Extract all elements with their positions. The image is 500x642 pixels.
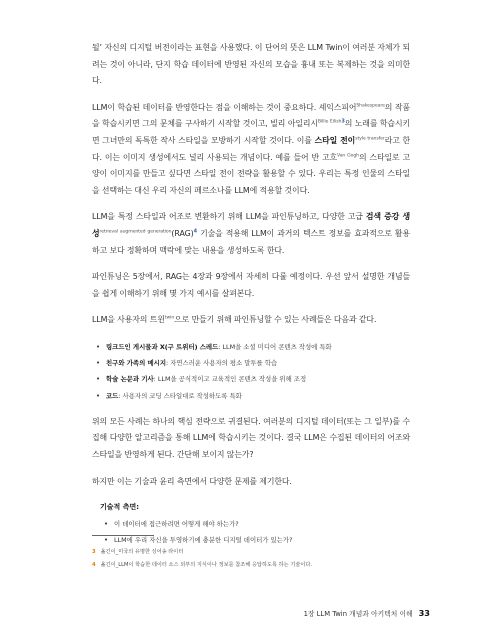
text-run: LLM을 특정 스타일과 어조로 변환하기 위해 LLM을 파인튜닝하고, 다양한 고급	[92, 212, 366, 222]
term-rag: 검색 증강 생성	[92, 212, 410, 238]
superscript-gloss: Shakespeare	[356, 103, 385, 109]
footnote-divider	[92, 535, 154, 536]
paragraph-7: 하지만 이는 기술과 윤리 측면에서 다양한 문제를 제기한다.	[92, 476, 292, 486]
footnote-3	[92, 546, 412, 559]
footnote-number: 4	[92, 562, 96, 569]
list-item	[92, 371, 410, 387]
footnote-number: 3	[92, 549, 96, 555]
superscript-gloss: style transfer	[355, 136, 385, 142]
page-number: 33	[418, 608, 430, 618]
paragraph-2	[92, 100, 410, 200]
paragraph-6: 위의 모든 사례는 하나의 핵심 전략으로 귀결된다. 여러분의 디지털 데이터(또는 그 일부)를 수집해 다양한 알고리즘을 통해 LLM에 학습시키는 것이다. 결국 LLM은 수집된 데이터의 어조와 스타일을 반영하게 된다. 간단해 보이지 않는가?	[92, 416, 410, 459]
list-item	[92, 355, 410, 371]
list-item-text: : 사용자의 코딩 스타일대로 작성하도록 특화	[118, 391, 242, 400]
footnote-ref-3[interactable]: 3	[341, 118, 345, 125]
superscript-gloss: retrieval augmented generation	[99, 229, 172, 235]
technical-aspects-box	[92, 500, 410, 548]
paragraph-4: 파인튜닝은 5장에서, RAG는 4장과 9장에서 자세히 다룰 예정이다. 우선 앞서 설명한 개념들을 쉽게 이해하기 위해 몇 가지 예시를 살펴본다.	[92, 272, 410, 298]
page-footer	[304, 608, 430, 618]
text-run: LLM이 학습된 데이터를 반영한다는 점을 이해하는 것이 중요하다. 셰익스피어	[92, 102, 357, 112]
text-run: (RAG)	[171, 228, 194, 238]
superscript-gloss: Billie Eilish	[317, 119, 342, 125]
footnotes	[92, 546, 412, 572]
text-run: 으로 만들기 위해 파인튜닝할 수 있는 사례들은 다음과 같다.	[174, 315, 377, 325]
footnote-text: 옮긴이_LLM이 학습한 데이터 소스 외부의 지식이나 정보를 참조해 응답하도록 하는 기술이다.	[100, 562, 313, 569]
superscript-gloss: Van Gogh	[337, 152, 359, 158]
list-item	[92, 339, 410, 355]
list-item-text: : LLM을 공식적이고 교육적인 콘텐츠 작성을 위해 조정	[153, 375, 307, 384]
list-item-head: 친구와 가족의 메시지	[106, 359, 167, 368]
footnote-ref-4[interactable]: 4	[193, 228, 197, 235]
paragraph-1: 될’ 자신의 디지털 버전이라는 표현을 사용했다. 이 단어의 뜻은 LLM Twin이 여러분 자체가 되려는 것이 아니라, 단지 학습 데이터에 반영된 자신의 모습을 흉내 또는 복제하는 것을 의미한다.	[92, 43, 410, 86]
technical-aspects-list	[100, 516, 410, 548]
paragraph-5	[92, 312, 410, 329]
list-item-head: 링크드인 게시물과 X(구 트위터) 스레드	[106, 342, 219, 351]
footnote-text: 옮긴이_미국의 유명한 싱어송 라이터	[100, 549, 184, 555]
list-item: • 이 데이터에 접근하려면 어떻게 해야 하는가?	[100, 516, 410, 532]
text-run: 의 작품을 학습시키면 그의 문체를 구사하기 시작할 것이고, 빌리 아일리시	[92, 102, 410, 129]
list-item-head: 코드	[106, 391, 119, 400]
text-run: LLM을 사용자의 트윈	[92, 315, 165, 325]
text-run: 라고 한다. 이는 이미지 생성에서도 널리 사용되는 개념이다. 예를 들어 반 고흐	[92, 135, 411, 162]
footnote-4	[92, 559, 412, 572]
list-item	[92, 388, 410, 404]
text-run: 의 노래를 학습시키면 그녀만의 독특한 작사 스타일을 모방하기 시작할 것이다. 이를	[92, 119, 410, 145]
list-item: • LLM에 우리 자신을 투영하기에 충분한 디지털 데이터가 있는가?	[100, 532, 410, 548]
page-body	[92, 40, 410, 559]
chapter-title: 1장 LLM Twin 개념과 아키텍처 이해	[303, 610, 413, 618]
paragraph-3	[92, 209, 410, 259]
technical-aspects-title: 기술적 측면:	[100, 503, 140, 512]
list-item-text: : 자연스러운 사용자의 평소 말투를 학습	[166, 359, 278, 368]
use-case-list	[92, 339, 410, 404]
list-item-head: 학술 논문과 기사	[106, 375, 154, 384]
superscript-gloss: twin	[164, 315, 175, 321]
text-run: 기술을 적용해 LLM이 과거의 텍스트 정보를 효과적으로 활용하고 보다 정확하며 맥락에 맞는 내용을 생성하도록 한다.	[92, 228, 410, 255]
term-style-transfer: 스타일 전이	[314, 135, 356, 145]
list-item-text: : LLM을 소셜 미디어 콘텐츠 작성에 특화	[218, 342, 332, 351]
text-run: 의 스타일로 고양이 이미지를 만들고 싶다면 스타일 전이 전략을 활용할 수 있다. 우리는 특정 인물의 스타일을 선택하는 대신 우리 자신의 페르소나를 LLM에 적용할 것이다.	[92, 152, 411, 195]
